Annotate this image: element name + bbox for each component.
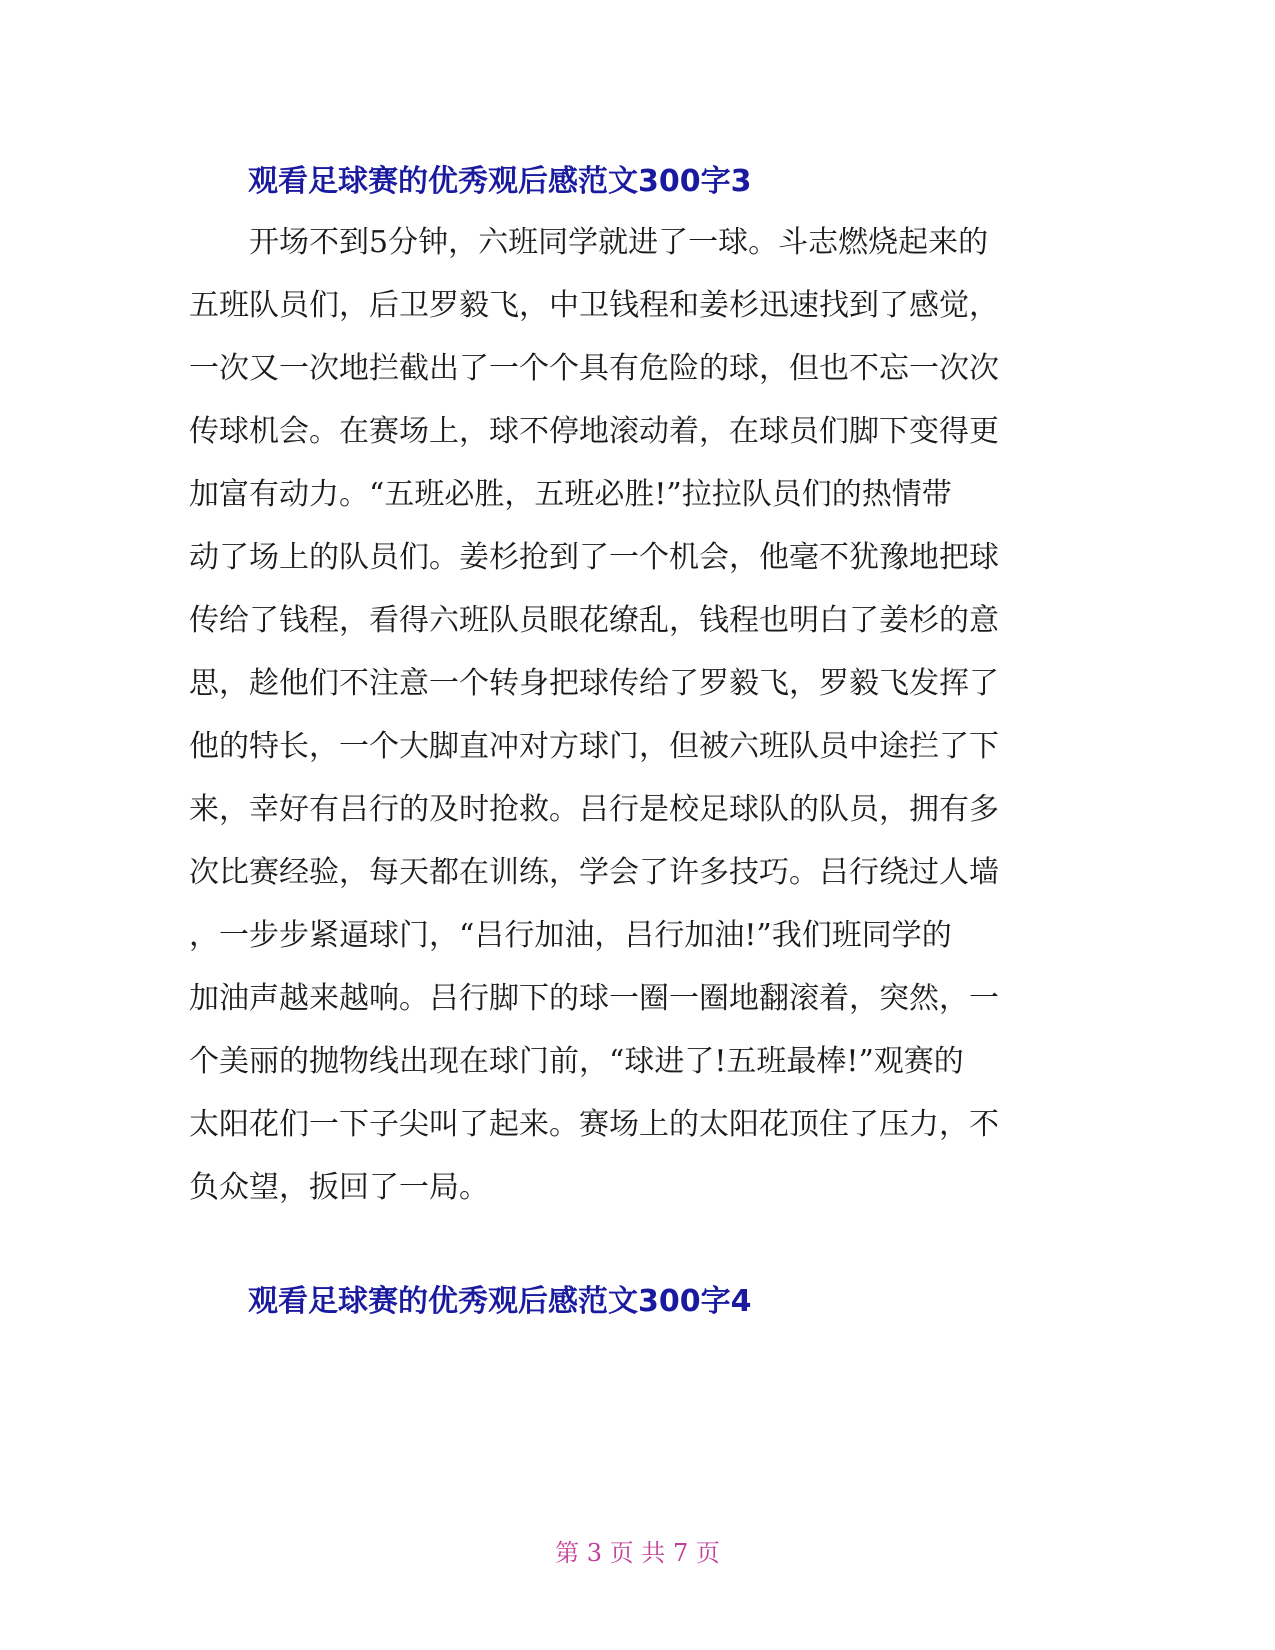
paragraph-line: 开场不到5分钟，六班同学就进了一球。斗志燃烧起来的 xyxy=(249,225,989,260)
page-number-footer: 第 3 页 共 7 页 xyxy=(555,1539,720,1567)
paragraph-line: 五班队员们，后卫罗毅飞，中卫钱程和姜杉迅速找到了感觉， xyxy=(189,288,999,323)
paragraph-line: 太阳花们一下子尖叫了起来。赛场上的太阳花顶住了压力，不 xyxy=(189,1107,999,1142)
paragraph-line: 传给了钱程，看得六班队员眼花缭乱，钱程也明白了姜杉的意 xyxy=(189,603,999,638)
paragraph-line: 动了场上的队员们。姜杉抢到了一个机会，他毫不犹豫地把球 xyxy=(189,540,999,575)
paragraph-line: 传球机会。在赛场上，球不停地滚动着，在球员们脚下变得更 xyxy=(189,414,999,449)
section-heading: 观看足球赛的优秀观后感范文300字3 xyxy=(248,164,752,199)
paragraph-line: 思，趁他们不注意一个转身把球传给了罗毅飞，罗毅飞发挥了 xyxy=(189,666,999,701)
paragraph-line: 个美丽的抛物线出现在球门前，“球进了!五班最棒!”观赛的 xyxy=(189,1044,964,1079)
paragraph-line: 负众望，扳回了一局。 xyxy=(189,1170,489,1205)
paragraph-line: 来，幸好有吕行的及时抢救。吕行是校足球队的队员，拥有多 xyxy=(189,792,999,827)
paragraph-line: 次比赛经验，每天都在训练，学会了许多技巧。吕行绕过人墙 xyxy=(189,855,999,890)
paragraph-line: 他的特长，一个大脚直冲对方球门，但被六班队员中途拦了下 xyxy=(189,729,999,764)
paragraph-line: 一次又一次地拦截出了一个个具有危险的球，但也不忘一次次 xyxy=(189,351,999,386)
paragraph-line: ，一步步紧逼球门，“吕行加油，吕行加油!”我们班同学的 xyxy=(189,918,952,953)
paragraph-line: 加油声越来越响。吕行脚下的球一圈一圈地翻滚着，突然，一 xyxy=(189,981,999,1016)
section-heading: 观看足球赛的优秀观后感范文300字4 xyxy=(248,1284,752,1319)
paragraph-line: 加富有动力。“五班必胜，五班必胜!”拉拉队员们的热情带 xyxy=(189,477,952,512)
